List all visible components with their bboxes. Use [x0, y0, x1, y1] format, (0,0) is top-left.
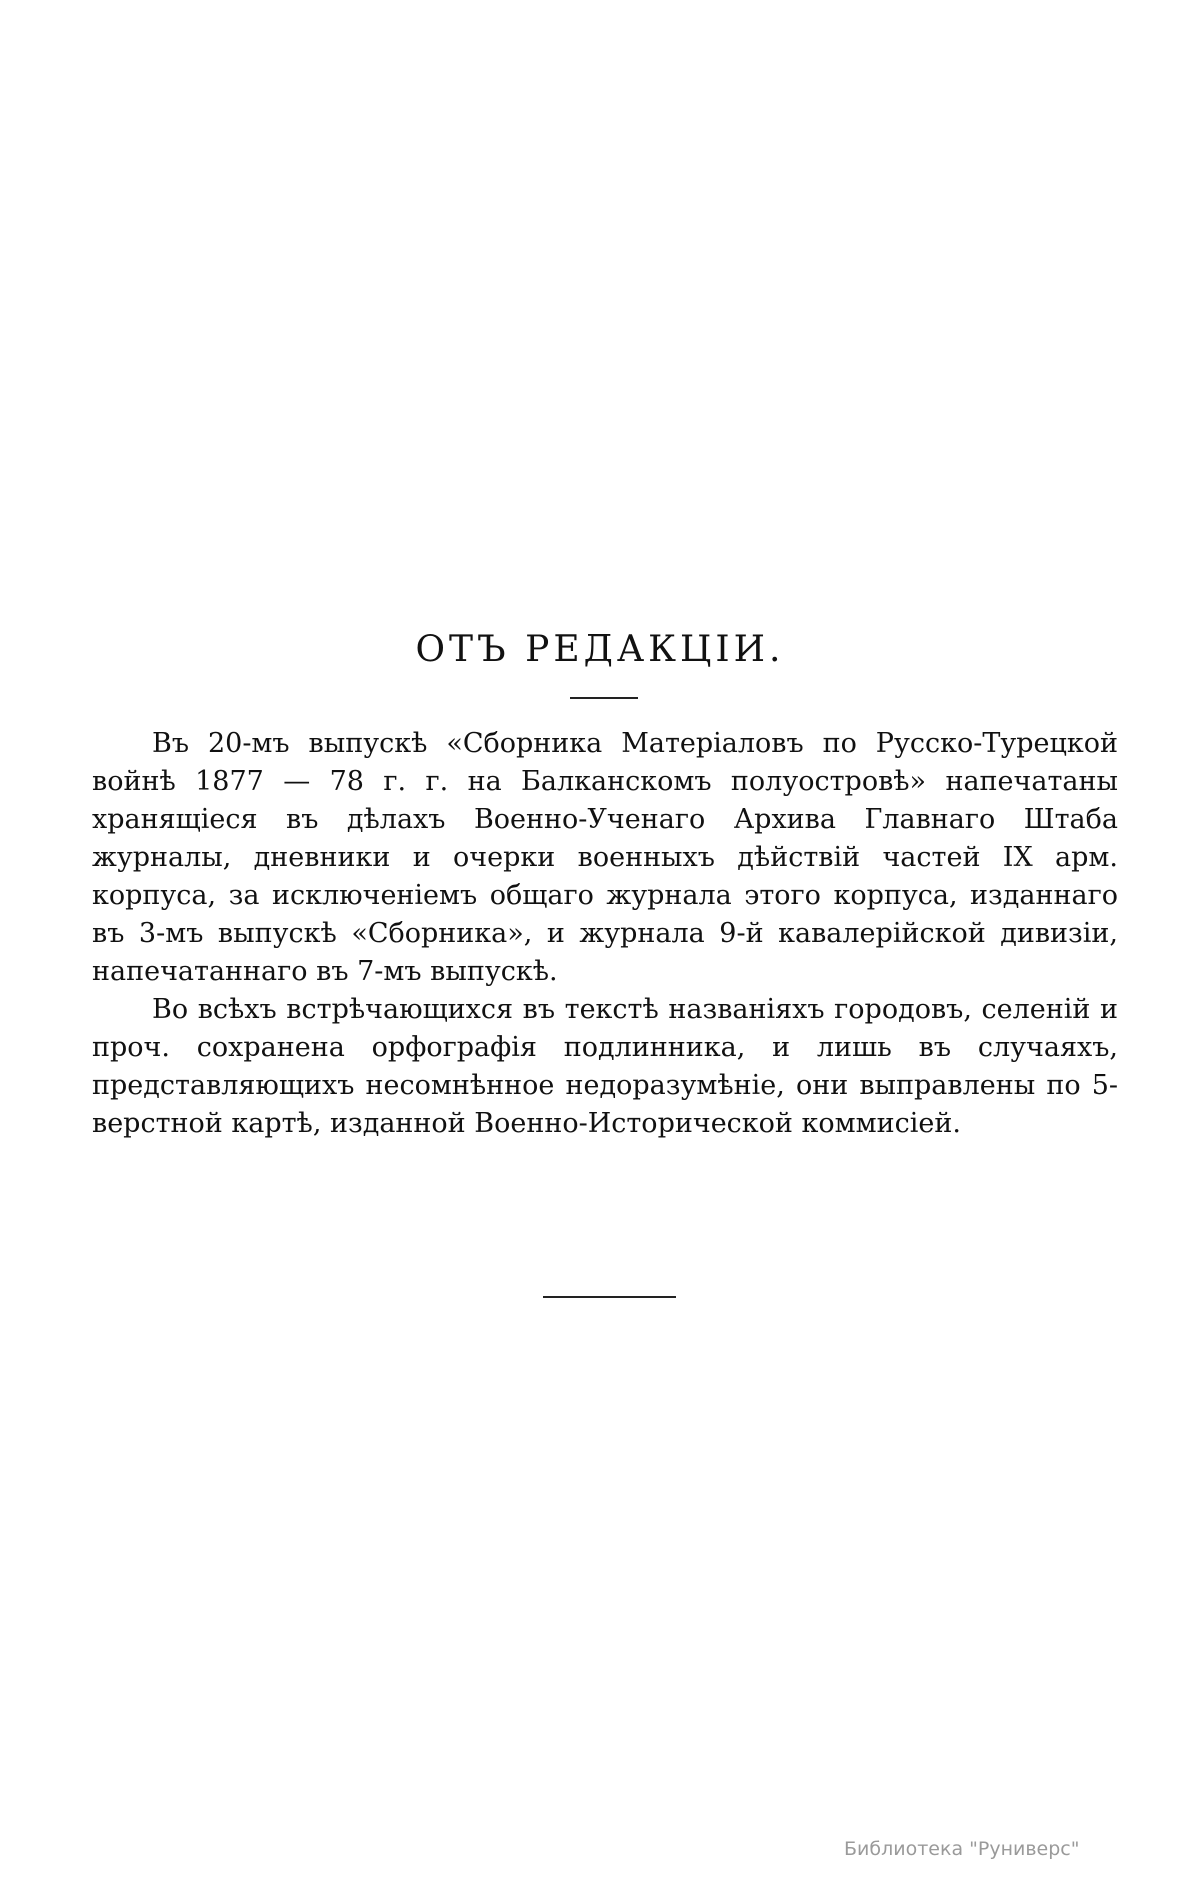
page-title: ОТЪ РЕДАКЦIИ. — [415, 629, 785, 670]
title-divider — [570, 697, 638, 699]
body-text — [92, 725, 1118, 1143]
end-divider — [543, 1296, 676, 1298]
paragraph-2: Во всѣхъ встрѣчающихся въ текстѣ названiяхъ городовъ, селенiй и проч. сохранена орфографiя подлинника, и лишь въ случаяхъ, представляющихъ несомнѣнное недоразумѣнiе, они выправлены по 5-верстной картѣ, изданной Военно-Исторической коммисiей. — [92, 994, 1118, 1139]
library-watermark: Библиотека "Руниверс" — [844, 1838, 1080, 1860]
paragraph-1: Въ 20-мъ выпускѣ «Сборника Матерiаловъ по Русско-Турецкой войнѣ 1877 — 78 г. г. на Балканскомъ полуостровѣ» напечатаны хранящiеся въ дѣлахъ Военно-Ученаго Архива Главнаго Штаба журналы, дневники и очерки военныхъ дѣйствiй частей IX арм. корпуса, за исключенiемъ общаго журнала этого корпуса, изданнаго въ 3-мъ выпускѣ «Сборника», и журнала 9-й кавалерiйской дивизiи, напечатаннаго въ 7-мъ выпускѣ. — [92, 728, 1118, 987]
